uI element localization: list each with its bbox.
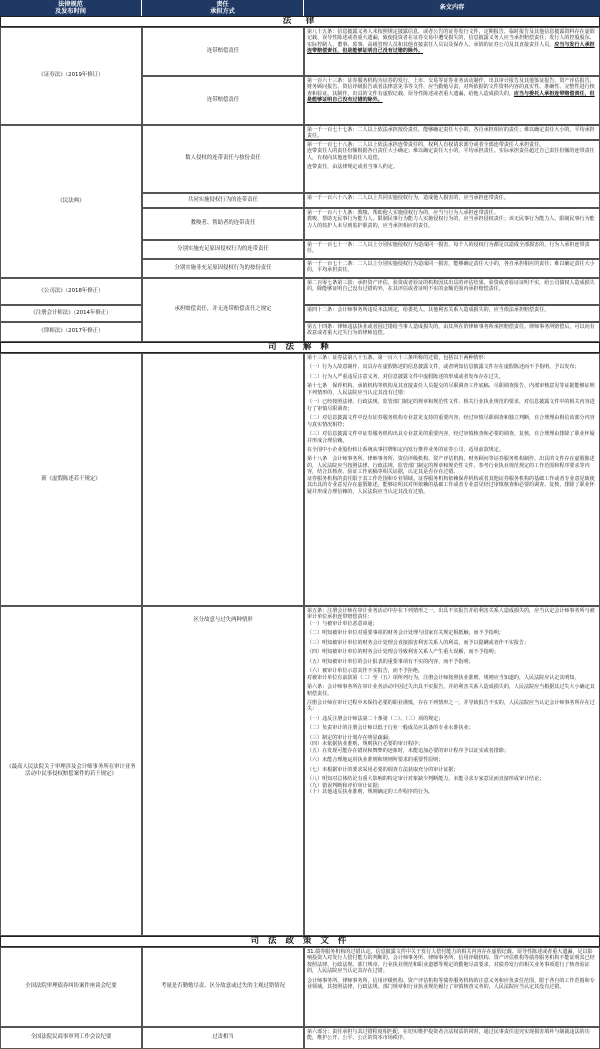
judicial-false-statement-liability xyxy=(142,353,304,606)
law-civil-code: 《民法典》 xyxy=(0,125,142,278)
article-1178-p2: 连带责任人的责任份额根据各自责任大小确定；难以确定责任大小的，平均承担责任。实际承担责任超过自己责任份额的连带责任人，有权向其他连带责任人追偿。 xyxy=(307,148,595,161)
e-p4: （三）明知被审计单位的财务会计处理会直接损害利害关系人的利益，而予以隐瞒或者作不实报告； xyxy=(307,639,530,646)
policy-civil-commercial-liability: 过责相当 xyxy=(142,1027,304,1049)
article-1168 xyxy=(304,193,600,208)
article-company-207 xyxy=(304,278,600,305)
article-1178-p3: 连带责任，由法律规定或者当事人约定。 xyxy=(307,164,398,171)
d-p8: 在全国中小企业股份转让系统从事挂牌和定向发行推荐业务的证券公司，适用前款规定。 xyxy=(307,446,504,453)
f-p1: 31.债券服务机构的过错认定。信息披露文件中关于发行人偿付能力的相关内容存在虚假记载、误导性陈述或者重大遗漏，足以影响投资人对发行人偿付能力的判断的，会计师事务所、律师事务所、信用评级机构、资产评估机构等债券服务机构不能证明其已经按照法律、行政法规、部门规章、行业执业规范和职业道德等规定的勤勉尽责要求，对债券发行的相关业务事项进行了核查验证的，人民法院应当认定其存在过错。 xyxy=(307,949,595,975)
header-col-law-line1: 法律规范 xyxy=(58,0,83,8)
header-col-law-line2: 及发布时间 xyxy=(55,8,86,15)
article-cpa-42 xyxy=(304,305,600,322)
judicial-cpa-audit: 《最高人民法院关于审理涉及会计师事务所在审计业务活动中民事侵权赔偿案件的若干规定》 xyxy=(0,606,142,936)
law-lawyers: 《律师法》（2017年修正） xyxy=(0,322,142,342)
e-p17: （七）未根据审计的要求采用必要的调查方法获取充分的审计证据； xyxy=(307,766,459,773)
liability-separate-sufficient: 分别实施充足原因侵权行为的连带责任 xyxy=(142,240,304,259)
d-p2: （一）行为人故意制作、出具存在虚假陈述的信息披露文件，或者明知信息披露文件存在虚假陈述而不予指明、予以发布； xyxy=(307,364,580,371)
article-1169 xyxy=(304,208,600,240)
article-1171-text: 第一千一百七十一条：二人以上分别实施侵权行为造成同一损害，每个人的侵权行为都足以造成全部损害的，行为人承担连带责任。 xyxy=(307,242,590,255)
liability-joint-163: 连带赔偿责任 xyxy=(142,76,304,125)
article-1178-p1: 第一千一百七十八条：二人以上依法承担连带责任的，权利人有权请求部分或者全部连带责任人承担责任。 xyxy=(307,142,545,148)
article-85-emphasis: 应当与发行人承担连带赔偿责任，但是能够证明自己没有过错的除外。 xyxy=(307,41,595,55)
e-p9: 第六条：会计师事务所在审计业务活动中因过失出具不实报告，并给利害关系人造成损失的，人民法院应当根据其过失大小确定其赔偿责任。 xyxy=(307,684,595,697)
article-cpa-42-text: 第四十二条：会计师事务所违反本法规定，给委托人、其他利害关系人造成损失的，应当依法承担赔偿责任。 xyxy=(307,307,550,313)
judicial-false-statement-content xyxy=(304,353,600,606)
policy-bond-liability: 考量是否勤勉尽责、区分故意或过失的主观过错情况 xyxy=(142,947,304,1027)
article-company-207-text: 第二百零七条第三款：承担资产评估、验资或者验证的机构因其出具的评估结果、验资或者验证证明不实，给公司债权人造成损失的，除能够证明自己没有过错的外，在其评估或者证明不实的金额范围内承担赔偿责任。 xyxy=(307,280,595,293)
judicial-cpa-audit-content xyxy=(304,606,600,936)
liability-several: 数人侵权的连带责任与按份责任 xyxy=(142,125,304,193)
d-p10: 证券服务机构的责任限于其工作范围和专业领域。证券服务机构依赖保荐机构或者其他证券服务机构的基础工作或者专业意见致使其出具的专业意见存在虚假陈述，能够证明其对所依赖的基础工作或者专业意见经过审慎核查和必要的调查、复核，排除了职业怀疑并形成合理信赖的，人民法院应当认定其没有过错。 xyxy=(307,475,595,495)
header-col-law xyxy=(0,0,142,16)
judicial-false-statement: 新《虚假陈述若干规定》 xyxy=(0,353,142,606)
article-lawyers-54 xyxy=(304,322,600,342)
d-p3: （二）行为人严重违反注意义务，对信息披露文件中虚假陈述的形成或者发布存在过失。 xyxy=(307,373,504,380)
e-p14: （四）未依据执业准则、规则执行必要的审计程序； xyxy=(307,741,424,748)
judicial-cpa-audit-liability: 区分故意与过失两种情形 xyxy=(142,606,304,936)
e-p19: （九）错误判断和评价审计证据； xyxy=(307,782,383,789)
liability-abettor: 教唆者、帮助者的连带责任 xyxy=(142,208,304,240)
e-p6: （五）明知被审计单位的会计报表的重要事项有不实的内容，而不予指明； xyxy=(307,658,474,665)
policy-civil-commercial-content xyxy=(304,1027,600,1049)
section-judicial: 司 法 解 释 xyxy=(0,342,600,353)
liability-within-scope: 承担赔偿责任，并无连带赔偿责任之规定 xyxy=(142,278,304,342)
article-1171 xyxy=(304,240,600,259)
article-163-emphasis: 应当与委托人承担连带赔偿责任，但是能够证明自己没有过错的除外。 xyxy=(307,90,595,104)
e-p15: （五）在发现可能存在错误和舞弊的迹象时，未能追加必要的审计程序予以证实或者排除； xyxy=(307,747,509,754)
e-p5: （四）明知被审计单位的财务会计处理会导致利害关系人产生重大误解，而不予指明； xyxy=(307,649,499,656)
article-1177 xyxy=(304,125,600,140)
e-p3: （二）明知被审计单位对重要事项的财务会计处理与国家有关规定相抵触，而不予指明； xyxy=(307,630,504,637)
article-lawyers-54-text: 第五十四条：律师违法执业或者因过错给当事人造成损失的，由其所在的律师事务所承担赔偿责任。律师事务所赔偿后，可以向有故意或者重大过失行为的律师追偿。 xyxy=(307,324,595,337)
article-163-text: 第一百六十三条：证券服务机构为证券的发行、上市、交易等证券业务活动制作、出具审计报告及其他鉴证报告、资产评估报告、财务顾问报告、资信评级报告或者法律意见书等文件，应当勤勉尽责，对所依据的文件资料内容的真实性、准确性、完整性进行核查和验证。其制作、出具的文件有虚假记载、误导性陈述或者重大遗漏，给他人造成损失的， xyxy=(307,78,595,97)
law-securities: 《证券法》（2019年修订） xyxy=(0,27,142,125)
e-p13: （三）制定的审计计划存在明显疏漏； xyxy=(307,734,393,741)
liability-joint-85: 连带赔偿责任 xyxy=(142,27,304,76)
header-col-content-label: 条文内容 xyxy=(439,4,465,12)
e-p16: （六）未能合理地运用执业准则和规则所要求的重要性原则； xyxy=(307,757,444,764)
header-col-liability xyxy=(142,0,304,16)
f-p3: 第六部分：责任承担与其过错程度相匹配，在切实维护投资者合法权益的同时，通过民事责任追究实现损害填补与制裁违法的功能，维护公开、公平、公正的资本市场秩序。 xyxy=(307,1029,590,1042)
section-law: 法 律 xyxy=(0,16,600,27)
section-policy: 司 法 政 策 文 件 xyxy=(0,936,600,947)
e-p1: 第五条：注册会计师在审计业务活动中存在下列情形之一，出具不实报告并给利害关系人造成损失的，应当认定会计师事务所与被审计单位承担连带赔偿责任： xyxy=(307,608,595,621)
e-p12: （二）负责审计的注册会计师以低于行业一般成员应具备的专业水准执业； xyxy=(307,725,474,732)
policy-civil-commercial: 全国法院民商事审判工作会议纪要 xyxy=(0,1027,142,1049)
e-p2: （一）与被审计单位恶意串通； xyxy=(307,620,378,627)
d-p5: （一）已经按照法律、行政法规、监管部门制定的规章和规范性文件、相关行业执业规范的要求，对信息披露文件中的相关内容进行了审慎尽职调查； xyxy=(307,399,595,412)
d-p9: 第十八条 会计师事务所、律师事务所、资信评级机构、资产评估机构、财务顾问等证券服务机构制作、出具的文件存在虚假陈述的，人民法院应当按照法律、行政法规、监管部门制定的规章和规范性文件，参考行业执业规范规定的工作范围和程序要求等内容，结合其核查、验证工作底稿等相关证据，认定其是否存在过错。 xyxy=(307,456,595,476)
d-p6: （二）对信息披露文件中没有证券服务机构专业意见支持的重要内容，经过审慎尽职调查和独立判断，有合理理由相信该部分内容与真实情况相符； xyxy=(307,415,595,428)
d-p1: 第十三条：证券法第八十五条、第一百六十三条所称的过错，包括以下两种情形： xyxy=(307,355,489,361)
article-1169-p1: 第一千一百六十九条：教唆、帮助他人实施侵权行为的，应当与行为人承担连带责任。 xyxy=(307,210,499,216)
article-1169-p2: 教唆、帮助无民事行为能力人、限制民事行为能力人实施侵权行为的，应当承担侵权责任；该无民事行为能力人、限制民事行为能力人的监护人未尽到监护职责的，应当承担相应的责任。 xyxy=(307,216,595,229)
header-col-content xyxy=(304,0,600,16)
header-col-liability-line1: 责任 xyxy=(216,0,229,8)
e-p10: 注册会计师在审计过程中未保持必要的职业谨慎，存在下列情形之一，并导致报告不实的，人民法院应当认定会计师事务所存在过失： xyxy=(307,699,595,713)
f-p2: 会计师事务所、律师事务所、信用评级机构、资产评估机构等债券服务机构的注意义务和应负责任范围，限于各自的工作范围和专业领域，其按照法律、行政法规、部门规章和行业执业规范履行了审慎核查义务的，人民法院应当认定其没有过错。 xyxy=(307,977,595,991)
e-p18: （八）明知对总体结论有重大影响的特定审计对象缺少判断能力，未能寻求专家意见而直接形成审计结论； xyxy=(307,776,545,783)
article-1172-text: 第一千一百七十二条：二人以上分别实施侵权行为造成同一损害，能够确定责任大小的，各自承担相应的责任；难以确定责任大小的，平均承担责任。 xyxy=(307,261,595,274)
e-p7: （六）被审计单位示意其作不实报告，而不予拒绝。 xyxy=(307,668,424,675)
e-p20: （十）其他违反执业准则、规则确定的工作程序的行为。 xyxy=(307,788,434,795)
article-1177-text: 第一千一百七十七条：二人以上依法承担按份责任，能够确定责任大小的，各自承担相应的责任；难以确定责任大小的，平均承担责任。 xyxy=(307,127,595,140)
article-1168-text: 第一千一百六十八条：二人以上共同实施侵权行为，造成他人损害的，应当承担连带责任。 xyxy=(307,195,509,201)
law-company: 《公司法》（2018年修正） xyxy=(0,278,142,305)
policy-bond-content xyxy=(304,947,600,1027)
law-cpa: 《注册会计师法》（2014年修正） xyxy=(0,305,142,322)
e-p11: （一）违反注册会计师法第二十条第（二）、（三）项的规定； xyxy=(307,715,444,722)
article-163 xyxy=(304,76,600,125)
d-p7: （三）对信息披露文件中证券服务机构出具专业意见的重要内容，经过审慎核查和必要的调查、复核，有合理理由排除了职业怀疑并形成合理信赖。 xyxy=(307,431,595,444)
article-1172 xyxy=(304,259,600,278)
article-1178 xyxy=(304,140,600,193)
liability-co-implementation: 共同实施侵权行为的连带责任 xyxy=(142,193,304,208)
policy-bond-summary: 全国法院审理债券纠纷案件座谈会纪要 xyxy=(0,947,142,1027)
e-p8: 对被审计单位有前款第（二）至（五）项所列行为，注册会计师按照执业准则、规则应当知道的，人民法院应认定其明知。 xyxy=(307,674,580,681)
article-85 xyxy=(304,27,600,76)
header-col-liability-line2: 承担方式 xyxy=(210,8,235,15)
liability-separate-insufficient: 分别实施非充足原因侵权行为的按份责任 xyxy=(142,259,304,278)
article-85-text: 第八十五条：信息披露义务人未按照规定披露信息，或者公告的证券发行文件、定期报告、临时报告及其他信息披露资料存在虚假记载、误导性陈述或者重大遗漏，致使投资者在证券交易中遭受损失的，信息披露义务人应当承担赔偿责任；发行人的控股股东、实际控制人、董事、监事、高级管理人员和其他直接责任人员以及保荐人、承销的证券公司及其直接责任人员， xyxy=(307,29,595,48)
d-p4: 第十七条 保荐机构、承销机构等机构及其直接责任人员提交的尽职调查工作底稿、尽职调查报告、内部审核意见等证据能够证明下列情形的，人民法院应当认定其没有过错： xyxy=(307,383,595,396)
